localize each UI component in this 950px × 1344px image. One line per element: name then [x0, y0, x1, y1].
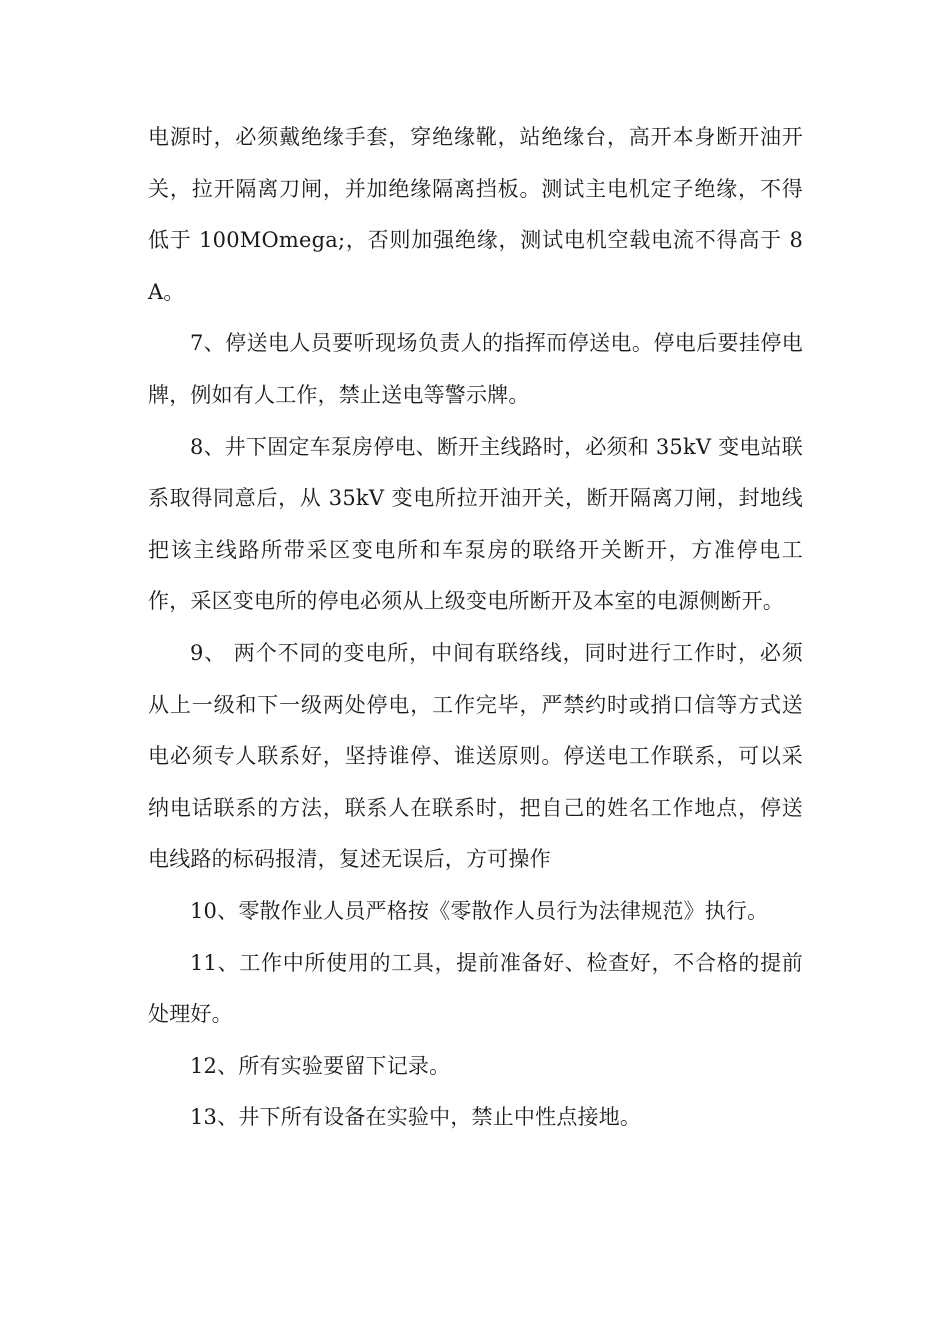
paragraph-item-7: 7、停送电人员要听现场负责人的指挥而停送电。停电后要挂停电牌，例如有人工作，禁止送电等警示牌。 — [148, 331, 803, 407]
paragraph-item-12: 12、所有实验要留下记录。 — [190, 1053, 451, 1078]
paragraph-item-9: 9、 两个不同的变电所，中间有联络线，同时进行工作时，必须从上一级和下一级两处停电，工作完毕，严禁约时或捎口信等方式送电必须专人联系好，坚持谁停、谁送原则。停送电工作联系，可以采纳电话联系的方法，联系人在联系时，把自己的姓名工作地点，停送电线路的标码报清，复述无误后，方可操作 — [148, 640, 803, 872]
paragraph-continuation: 电源时，必须戴绝缘手套，穿绝缘靴，站绝缘台，高开本身断开油开关，拉开隔离刀闸，并加绝缘隔离挡板。测试主电机定子绝缘，不得低于 100MOmega;，否则加强绝缘，测试电机空载电流不得高于 8A。 — [148, 125, 803, 304]
paragraph-item-10: 10、零散作业人员严格按《零散作人员行为法律规范》执行。 — [190, 898, 769, 923]
paragraph-item-8: 8、井下固定车泵房停电、断开主线路时，必须和 35kV 变电站联系取得同意后，从 35kV 变电所拉开油开关，断开隔离刀闸，封地线把该主线路所带采区变电所和车泵房的联络开关断开，方准停电工作，采区变电所的停电必须从上级变电所断开及本室的电源侧断开。 — [148, 434, 803, 614]
document-body — [148, 112, 803, 1144]
paragraph-item-11: 11、工作中所使用的工具，提前准备好、检查好，不合格的提前处理好。 — [148, 950, 803, 1027]
paragraph-item-13: 13、井下所有设备在实验中，禁止中性点接地。 — [190, 1105, 642, 1130]
